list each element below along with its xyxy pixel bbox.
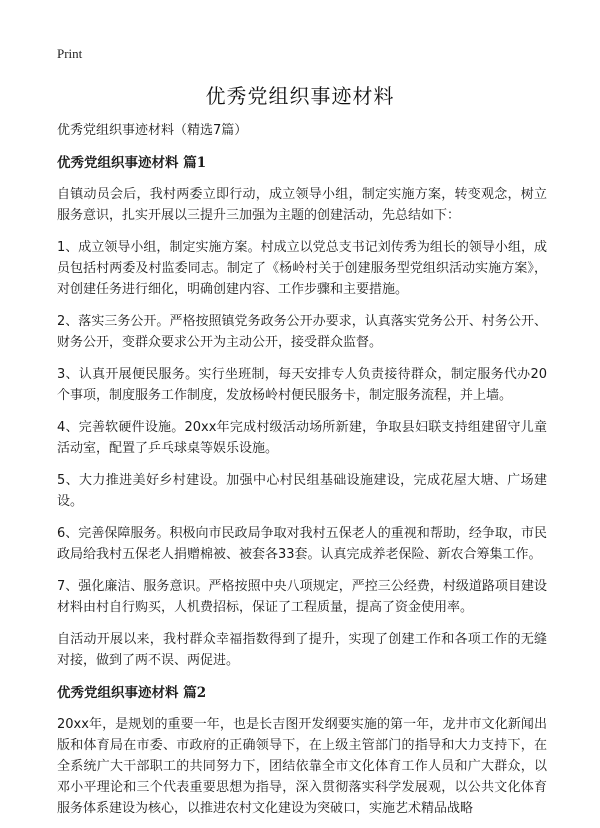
paragraph: 4、完善软硬件设施。20xx年完成村级活动场所新建，争取县妇联支持组建留守儿童活动室，配置了乒乓球桌等娱乐设施。 [57,420,547,456]
section-heading: 优秀党组织事迹材料 篇1 [57,155,207,171]
paragraph: 6、完善保障服务。积极向市民政局争取对我村五保老人的重视和帮助，经争取，市民政局给我村五保老人捐赠棉被、被套各33套。认真完成养老保险、新农合筹集工作。 [57,526,547,562]
paragraph: 2、落实三务公开。严格按照镇党务政务公开办要求，认真落实党务公开、村务公开、财务公开，变群众要求公开为主动公开，接受群众监督。 [57,314,547,350]
document-body [57,120,547,828]
paragraph: 20xx年，是规划的重要一年，也是长吉图开发纲要实施的第一年，龙井市文化新闻出版和体育局在市委、市政府的正确领导下，在上级主管部门的指导和大力支持下，在全系统广大干部职工的共同努力下，团结依靠全市文化体育工作人员和广大群众，以邓小平理论和三个代表重要思想为指导，深入贯彻落实科学发展观，以公共文化体育服务体系建设为核心，以推进农村文化建设为突破口，实施艺术精品战略 [57,717,547,816]
paragraph: 7、强化廉洁、服务意识。严格按照中央八项规定，严控三公经费，村级道路项目建设材料由村自行购买，人机费招标，保证了工程质量，提高了资金使用率。 [57,579,547,615]
document-subtitle: 优秀党组织事迹材料（精选7篇） [57,123,248,138]
paragraph: 1、成立领导小组，制定实施方案。村成立以党总支书记刘传秀为组长的领导小组，成员包括村两委及村监委同志。制定了《杨岭村关于创建服务型党组织活动实施方案》，对创建任务进行细化，明确创建内容、工作步骤和主要措施。 [57,240,547,297]
paragraph: 自镇动员会后，我村两委立即行动，成立领导小组，制定实施方案，转变观念，树立服务意识，扎实开展以三提升三加强为主题的创建活动，先总结如下： [57,187,547,223]
paragraph: 3、认真开展便民服务。实行坐班制，每天安排专人负责接待群众，制定服务代办20个事项，制度服务工作制度，发放杨岭村便民服务卡，制定服务流程，并上墙。 [57,367,547,403]
paragraph: 自活动开展以来，我村群众幸福指数得到了提升，实现了创建工作和各项工作的无缝对接，做到了两不误、两促进。 [57,632,547,668]
section-heading: 优秀党组织事迹材料 篇2 [57,685,207,701]
print-label[interactable]: Print [57,46,83,61]
paragraph: 5、大力推进美好乡村建设。加强中心村民组基础设施建设，完成花屋大塘、广场建设。 [57,473,547,509]
section-2 [57,683,547,819]
section-1 [57,153,547,671]
page-title: 优秀党组织事迹材料 [205,84,395,108]
